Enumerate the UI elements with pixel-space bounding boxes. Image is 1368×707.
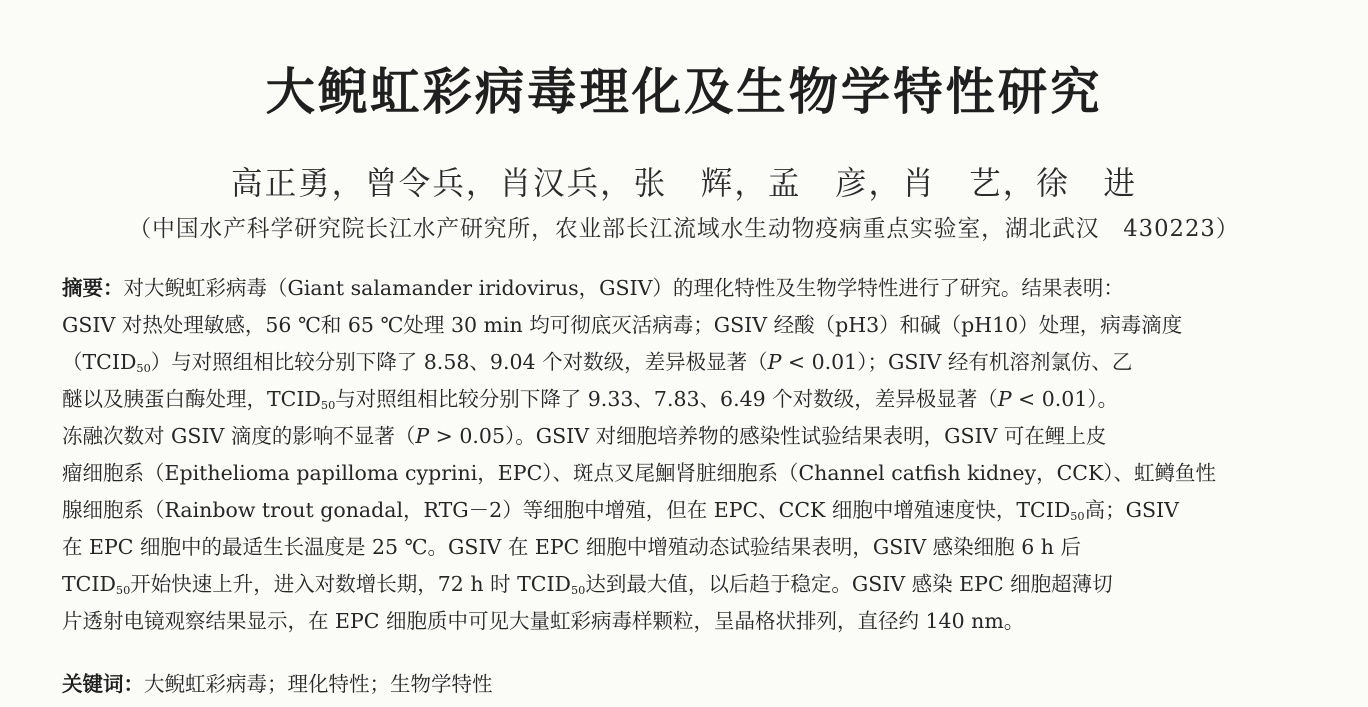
- abstract-line-3: [62, 344, 1294, 381]
- abstract-text: < 0.01）；GSIV 经有机溶剂氯仿、乙: [781, 350, 1133, 374]
- abstract-label: 摘要：: [62, 276, 124, 300]
- abstract-line-9: [62, 566, 1294, 603]
- affiliation: （中国水产科学研究院长江水产研究所，农业部长江流域水生动物疫病重点实验室，湖北武汉 430223）: [128, 216, 1240, 242]
- abstract-line-2: GSIV 对热处理敏感，56 ℃和 65 ℃处理 30 min 均可彻底灭活病毒；GSIV 经酸（pH3）和碱（pH10）处理，病毒滴度: [62, 313, 1183, 337]
- abstract-line-10: 片透射电镜观察结果显示，在 EPC 细胞质中可见大量虹彩病毒样颗粒，呈晶格状排列，直径约 140 nm。: [62, 609, 1025, 633]
- subscript: 50: [1070, 509, 1085, 523]
- abstract-line-7: [62, 492, 1294, 529]
- author-list: 高正勇，曾令兵，肖汉兵，张 辉，孟 彦，肖 艺，徐 进: [231, 164, 1137, 202]
- abstract-text: ）与对照组相比较分别下降了 8.58、9.04 个对数级，差异极显著（: [150, 350, 768, 374]
- abstract-line-5: [62, 418, 1294, 455]
- abstract-text: 腺细胞系（Rainbow trout gonadal，RTG－2）等细胞中增殖，但在 EPC、CCK 细胞中增殖速度快，TCID: [62, 498, 1071, 522]
- abstract-text: TCID: [62, 572, 116, 596]
- p-value-symbol: P: [767, 350, 782, 374]
- abstract-line-8: 在 EPC 细胞中的最适生长温度是 25 ℃。GSIV 在 EPC 细胞中增殖动态试验结果表明，GSIV 感染细胞 6 h 后: [62, 535, 1081, 559]
- subscript: 50: [570, 583, 586, 597]
- abstract-text: 达到最大值，以后趋于稳定。GSIV 感染 EPC 细胞超薄切: [585, 572, 1113, 596]
- p-value-symbol: P: [415, 424, 430, 448]
- abstract-text: （TCID: [62, 350, 137, 374]
- p-value-symbol: P: [997, 387, 1012, 411]
- paper-title: 大鲵虹彩病毒理化及生物学特性研究: [265, 63, 1103, 121]
- abstract-line-4: [62, 381, 1294, 418]
- abstract-text: > 0.05）。GSIV 对细胞培养物的感染性试验结果表明，GSIV 可在鲤上皮: [429, 424, 1107, 448]
- keywords: [62, 666, 493, 703]
- keywords-text: 大鲵虹彩病毒；理化特性；生物学特性: [144, 672, 493, 696]
- abstract-text: < 0.01）。: [1011, 387, 1119, 411]
- abstract-text: 高；GSIV: [1084, 498, 1179, 522]
- abstract-line-1: [62, 270, 1294, 307]
- abstract-text: 开始快速上升，进入对数增长期，72 h 时 TCID: [130, 572, 571, 596]
- abstract-text: 与对照组相比较分别下降了 9.33、7.83、6.49 个对数级，差异极显著（: [335, 387, 998, 411]
- abstract: [62, 270, 1294, 640]
- abstract-text: 冻融次数对 GSIV 滴度的影响不显著（: [62, 424, 416, 448]
- keywords-label: 关键词：: [62, 672, 144, 696]
- abstract-text: 醚以及胰蛋白酶处理，TCID: [62, 387, 321, 411]
- subscript: 50: [136, 361, 151, 375]
- abstract-text: 对大鲵虹彩病毒（Giant salamander iridovirus，GSIV）的理化特性及生物学特性进行了研究。结果表明：: [123, 276, 1124, 300]
- subscript: 50: [115, 583, 131, 597]
- abstract-line-6: 瘤细胞系（Epithelioma papilloma cyprini，EPC）、斑点叉尾鮰肾脏细胞系（Channel catfish kidney，CCK）、虹鳟鱼性: [62, 461, 1217, 485]
- subscript: 50: [320, 398, 336, 412]
